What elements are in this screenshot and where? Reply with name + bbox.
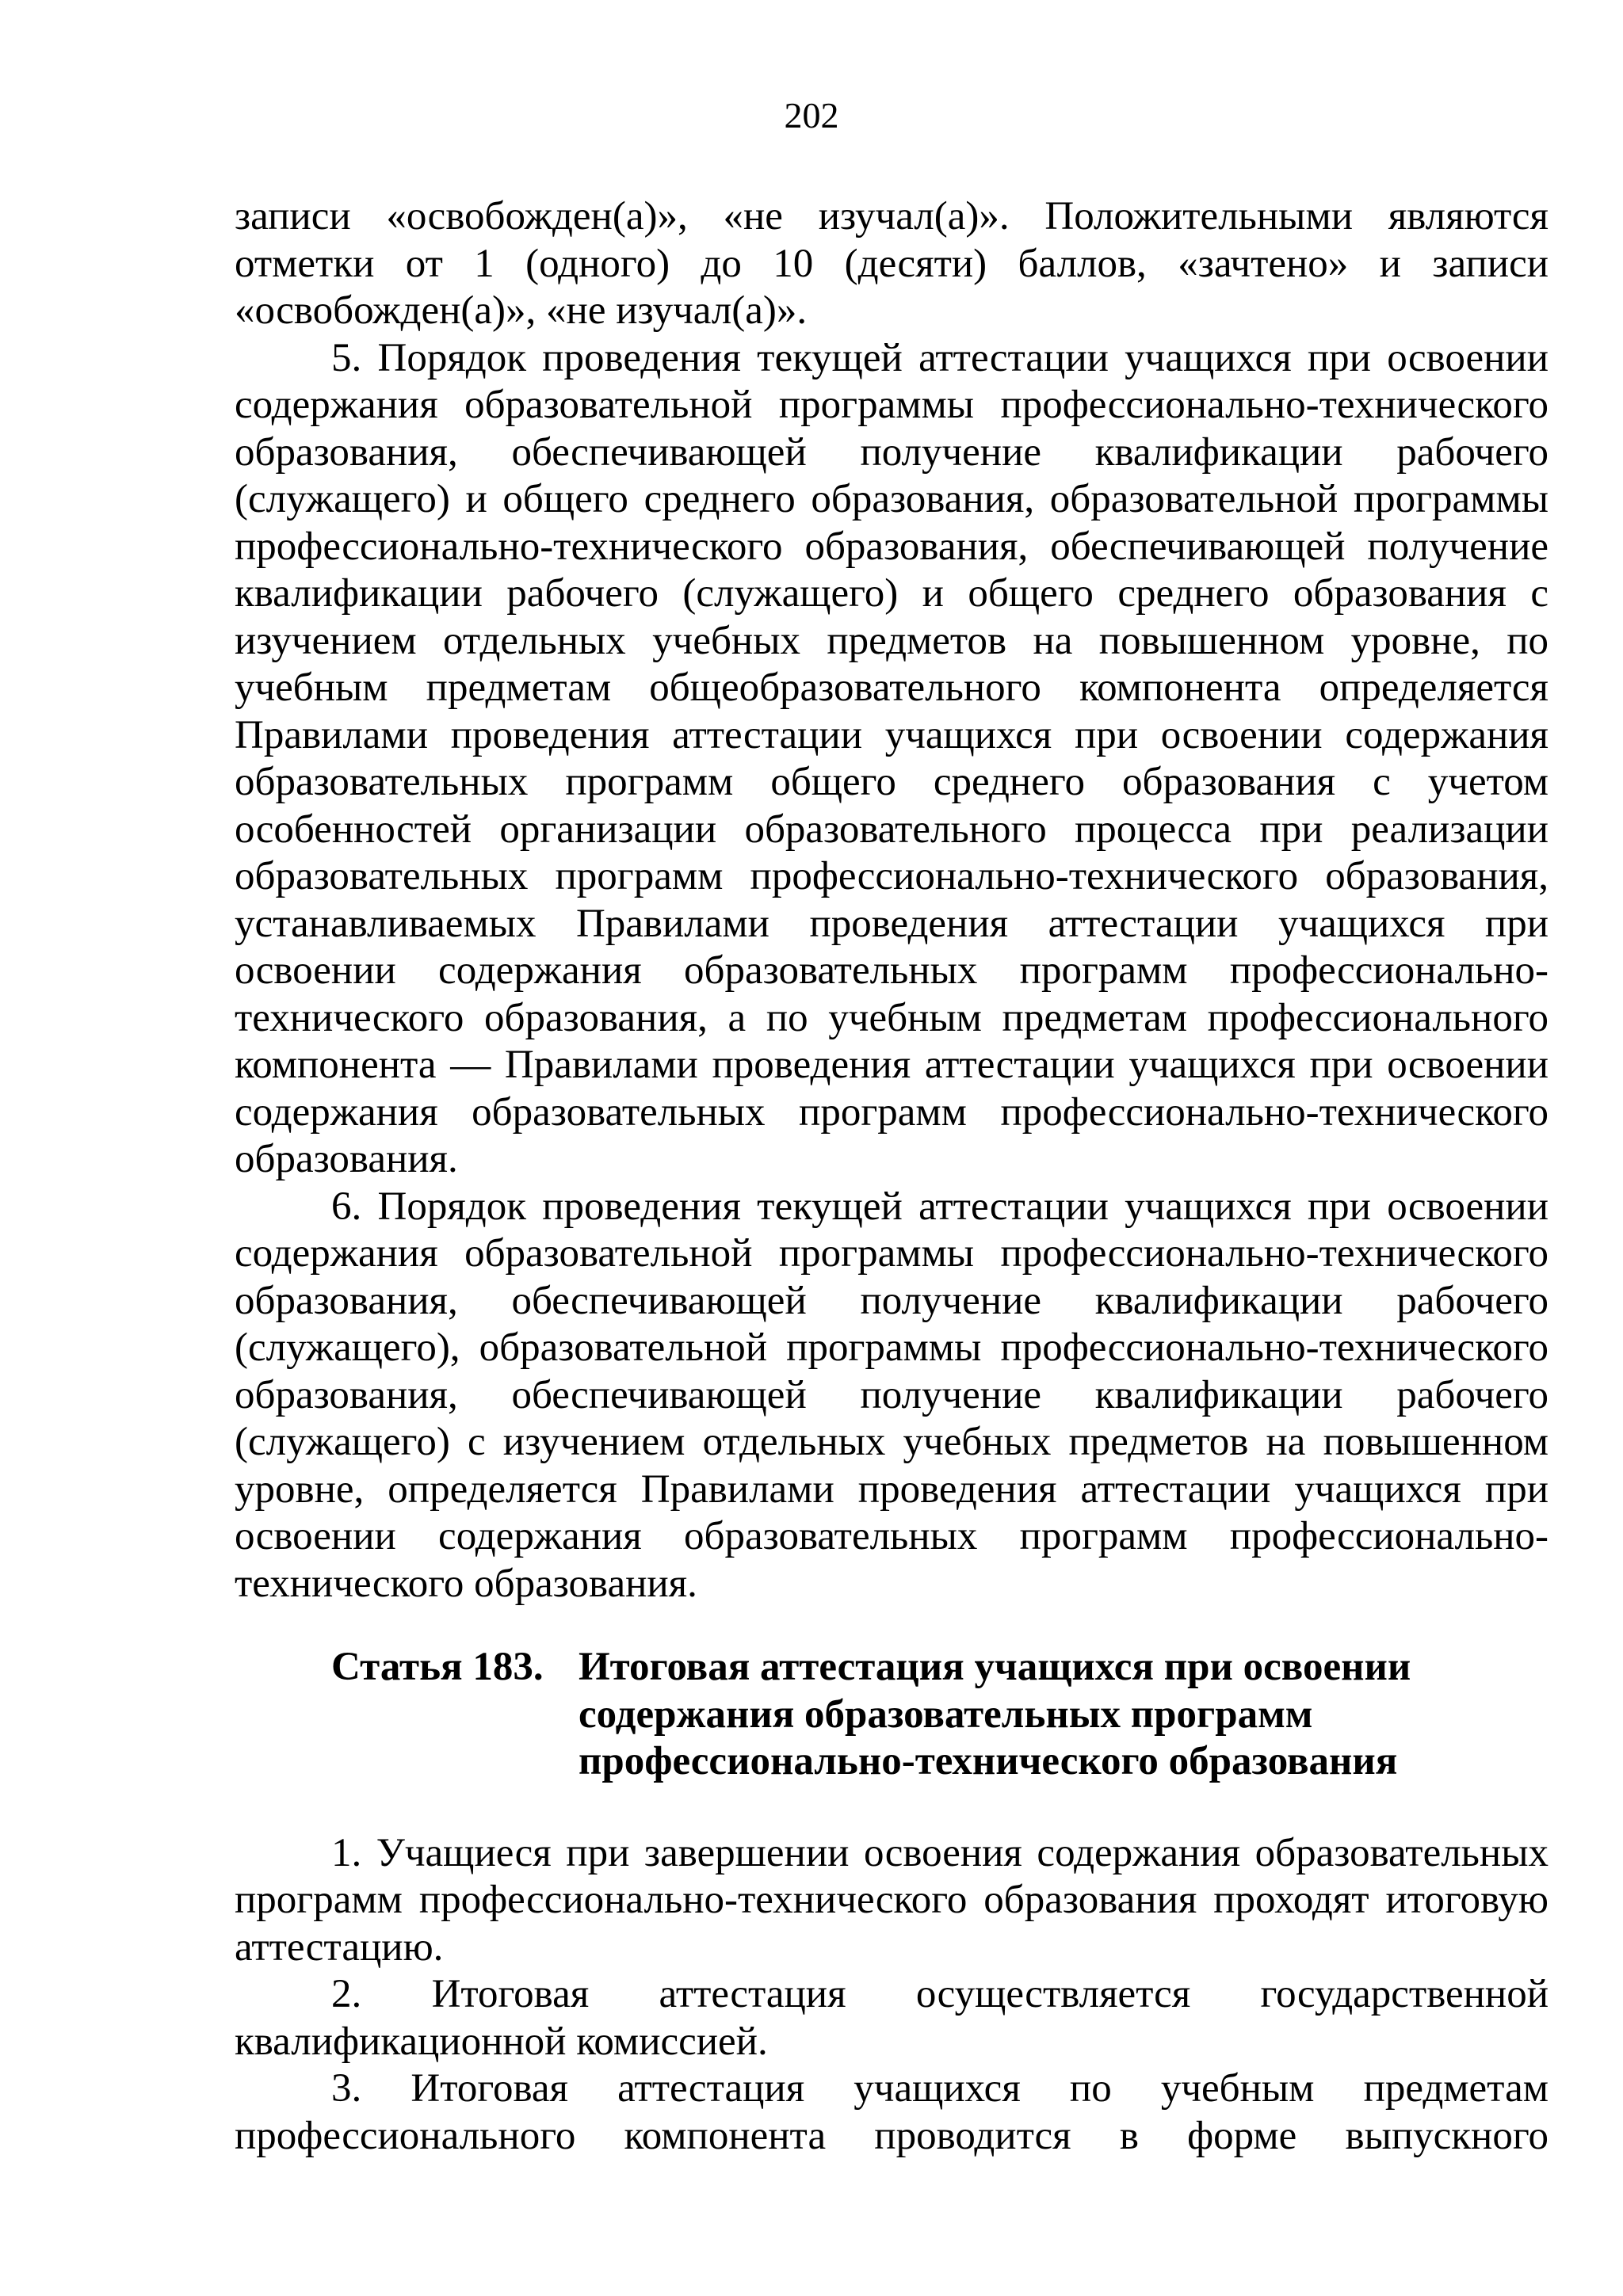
paragraph-item-2: 2. Итоговая аттестация осуществляется государственной квалификационной комиссией. [235, 1972, 1549, 2064]
paragraph-continuation: записи «освобожден(а)», «не изучал(а)». Положительными являются отметки от 1 (одного) до 10 (десяти) баллов, «зачтено» и записи «освобожден(а)», «не изучал(а)». [235, 194, 1549, 333]
page-body [235, 193, 1549, 2160]
article-heading [235, 1644, 1549, 1786]
paragraph-item-1: 1. Учащиеся при завершении освоения содержания образовательных программ профессионально-технического образования проходят итоговую аттестацию. [235, 1830, 1549, 1970]
article-title-line: Итоговая аттестация учащихся при освоении [579, 1645, 1411, 1689]
paragraph-item-6: 6. Порядок проведения текущей аттестации учащихся при освоении содержания образовательной программы профессионально-технического образования, обеспечивающей получение квалификации рабочего (служащего), образовательной программы профессионально-технического образования, обеспечивающей получение квалификации рабочего (служащего) с изучением отдельных учебных предметов на повышенном уровне, определяется Правилами проведения аттестации учащихся при освоении содержания образовательных программ профессионально-технического образования. [235, 1184, 1549, 1606]
article-title [579, 1644, 1549, 1786]
paragraph-item-3: 3. Итоговая аттестация учащихся по учебным предметам профессионального компонента проводится в форме выпускного [235, 2066, 1549, 2158]
article-title-line: профессионально-технического образования [579, 1739, 1398, 1783]
paragraph-item-5: 5. Порядок проведения текущей аттестации учащихся при освоении содержания образовательной программы профессионально-технического образования, обеспечивающей получение квалификации рабочего (служащего) и общего среднего образования, образовательной программы профессионально-технического образования, обеспечивающей получение квалификации рабочего (служащего) и общего среднего образования с изучением отдельных учебных предметов на повышенном уровне, по учебным предметам общеобразовательного компонента определяется Правилами проведения аттестации учащихся при освоении содержания образовательных программ общего среднего образования с учетом особенностей организации образовательного процесса при реализации образовательных программ профессионально-технического образования, устанавливаемых Правилами проведения аттестации учащихся при освоении содержания образовательных программ профессионально-технического образования, а по учебным предметам профессионального компонента — Правилами проведения аттестации учащихся при освоении содержания образовательных программ профессионально-технического образования. [235, 335, 1549, 1181]
article-title-line: содержания образовательных программ [579, 1691, 1313, 1737]
article-number: Статья 183. [331, 1645, 544, 1689]
page-number: 202 [784, 95, 839, 135]
